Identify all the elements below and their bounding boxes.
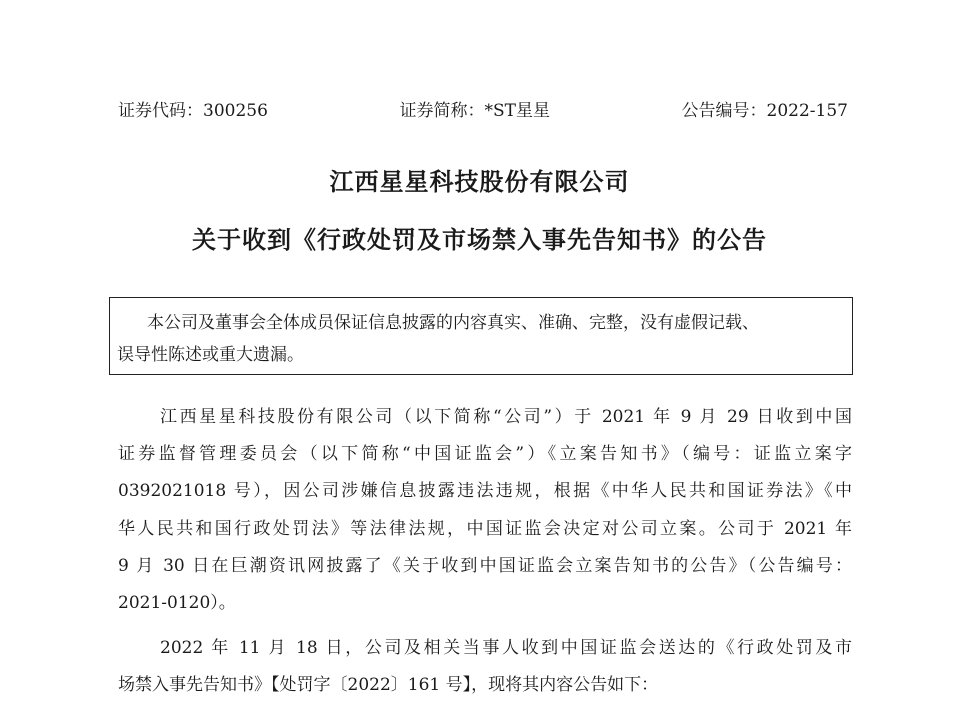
announcement-title: 关于收到《行政处罚及市场禁入事先告知书》的公告 — [192, 226, 767, 254]
stock-name: 证券简称：*ST星星 — [399, 100, 550, 121]
paragraph-line: 0392021018 号），因公司涉嫌信息披露违法违规，根据《中华人民共和国证券法》《中 — [118, 481, 852, 501]
paragraph-line: 9 月 30 日在巨潮资讯网披露了《关于收到中国证监会立案告知书的公告》（公告编号： — [118, 556, 852, 576]
disclosure-notice-box — [109, 297, 853, 375]
paragraph-line: 证券监督管理委员会（以下简称“中国证监会”）《立案告知书》（编号：证监立案字 — [118, 444, 852, 464]
paragraph-line: 2022 年 11 月 18 日，公司及相关当事人收到中国证监会送达的《行政处罚及市 — [160, 638, 852, 658]
paragraph-line: 华人民共和国行政处罚法》等法律法规，中国证监会决定对公司立案。公司于 2021 年 — [118, 519, 852, 539]
document-header — [118, 96, 848, 120]
company-title: 江西星星科技股份有限公司 — [329, 168, 630, 196]
notice-line: 本公司及董事会全体成员保证信息披露的内容真实、准确、完整，没有虚假记载、 — [147, 313, 759, 333]
paragraph-line: 江西星星科技股份有限公司（以下简称“公司”）于 2021 年 9 月 29 日收到中国 — [160, 407, 852, 427]
notice-line: 误导性陈述或重大遗漏。 — [117, 345, 304, 365]
paragraph-line: 2021-0120）。 — [118, 593, 236, 613]
announcement-number: 公告编号：2022-157 — [681, 100, 848, 121]
stock-code: 证券代码：300256 — [118, 100, 268, 121]
paragraph-line: 场禁入事先告知书》【处罚字〔2022〕161 号】，现将其内容公告如下： — [118, 675, 659, 695]
